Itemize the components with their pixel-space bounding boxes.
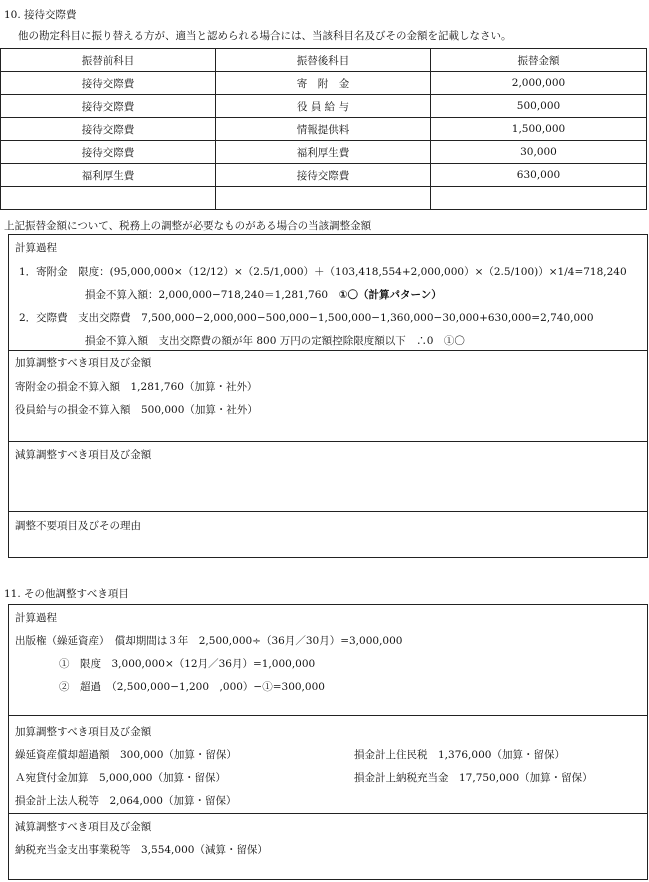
s11-calc-box xyxy=(8,604,648,716)
s10-calc-box xyxy=(8,234,648,351)
sub-item: 納税充当金支出事業税等 3,554,000（減算・留保） xyxy=(15,844,268,856)
section-10-heading: 10. 接待交際費 xyxy=(4,9,77,21)
cell-after: 接待交際費 xyxy=(216,164,431,187)
donation-nondeductible-line xyxy=(85,287,442,302)
add-label: 加算調整すべき項目及び金額 xyxy=(15,726,152,738)
add-item: 損金計上法人税等 2,064,000（加算・留保） xyxy=(15,795,237,807)
cell-amount: 630,000 xyxy=(431,164,647,187)
header-amount: 振替金額 xyxy=(431,49,647,72)
s11-add-box xyxy=(8,715,648,814)
s10-none-box xyxy=(8,511,648,558)
cell-after: 役 員 給 与 xyxy=(216,95,431,118)
limit-line: ① 限度 3,000,000×（12月／36月）=1,000,000 xyxy=(59,658,316,670)
add-item: Ａ宛貸付金加算 5,000,000（加算・留保） xyxy=(15,772,226,784)
entertainment-nondeductible-line: 損金不算入額 支出交際費の額が年 800 万円の定額控除限度額以下 ∴0 ①〇 xyxy=(85,335,465,347)
header-before: 振替前科目 xyxy=(1,49,216,72)
table-header-row xyxy=(1,49,647,72)
calc-label: 計算過程 xyxy=(15,612,57,624)
cell-before: 福利厚生費 xyxy=(1,164,216,187)
s10-add-box xyxy=(8,350,648,442)
publishing-right-line: 出版権（繰延資産） 償却期間は３年 2,500,000÷（36月／30月）=3,000,000 xyxy=(15,635,403,647)
add-item: 損金計上納税充当金 17,750,000（加算・留保） xyxy=(354,772,593,784)
transfer-table xyxy=(0,48,647,210)
cell-amount: 500,000 xyxy=(431,95,647,118)
add-label: 加算調整すべき項目及び金額 xyxy=(15,357,152,369)
table-row xyxy=(1,72,647,95)
section-11-heading: 11. その他調整すべき項目 xyxy=(4,588,129,600)
table-row xyxy=(1,164,647,187)
s10-sub-box xyxy=(8,441,648,512)
add-item: 役員給与の損金不算入額 500,000（加算・社外） xyxy=(15,404,258,416)
excess-line: ② 超過 （2,500,000−1,200 ,000）−①=300,000 xyxy=(59,681,325,693)
none-label: 調整不要項目及びその理由 xyxy=(15,520,141,532)
cell-before xyxy=(1,187,216,210)
donation-limit-line: 1．寄附金 限度：(95,000,000×（12/12）×（2.5/1,000）＋（103,418,554+2,000,000）×（2.5/100)）×1/4=718,240 xyxy=(19,266,627,278)
cell-amount: 30,000 xyxy=(431,141,647,164)
calc-pattern-note: ①〇（計算パターン） xyxy=(338,289,442,301)
add-item: 寄附金の損金不算入額 1,281,760（加算・社外） xyxy=(15,381,258,393)
donation-nondeductible-text: 損金不算入額：2,000,000−718,240＝1,281,760 xyxy=(85,289,339,301)
table-row xyxy=(1,187,647,210)
table-row xyxy=(1,118,647,141)
table-row xyxy=(1,141,647,164)
cell-before: 接待交際費 xyxy=(1,141,216,164)
cell-before: 接待交際費 xyxy=(1,95,216,118)
cell-amount: 2,000,000 xyxy=(431,72,647,95)
header-after: 振替後科目 xyxy=(216,49,431,72)
cell-before: 接待交際費 xyxy=(1,118,216,141)
cell-after xyxy=(216,187,431,210)
table-row xyxy=(1,95,647,118)
add-item: 損金計上住民税 1,376,000（加算・留保） xyxy=(354,749,565,761)
sub-label: 減算調整すべき項目及び金額 xyxy=(15,821,152,833)
section-10-instruction: 他の勘定科目に振り替える方が、適当と認められる場合には、当該科目名及びその金額を記載しなさい。 xyxy=(18,30,512,42)
sub-label: 減算調整すべき項目及び金額 xyxy=(15,449,152,461)
cell-after: 情報提供料 xyxy=(216,118,431,141)
adjustment-title: 上記振替金額について、税務上の調整が必要なものがある場合の当該調整金額 xyxy=(4,220,372,232)
entertainment-line: 2．交際費 支出交際費 7,500,000−2,000,000−500,000−1,500,000−1,360,000−30,000+630,000=2,740,000 xyxy=(19,312,594,324)
calc-label: 計算過程 xyxy=(15,242,57,254)
cell-after: 寄 附 金 xyxy=(216,72,431,95)
cell-after: 福利厚生費 xyxy=(216,141,431,164)
cell-before: 接待交際費 xyxy=(1,72,216,95)
add-item: 繰延資産償却超過額 300,000（加算・留保） xyxy=(15,749,237,761)
cell-amount xyxy=(431,187,647,210)
cell-amount: 1,500,000 xyxy=(431,118,647,141)
s11-sub-box xyxy=(8,813,648,880)
